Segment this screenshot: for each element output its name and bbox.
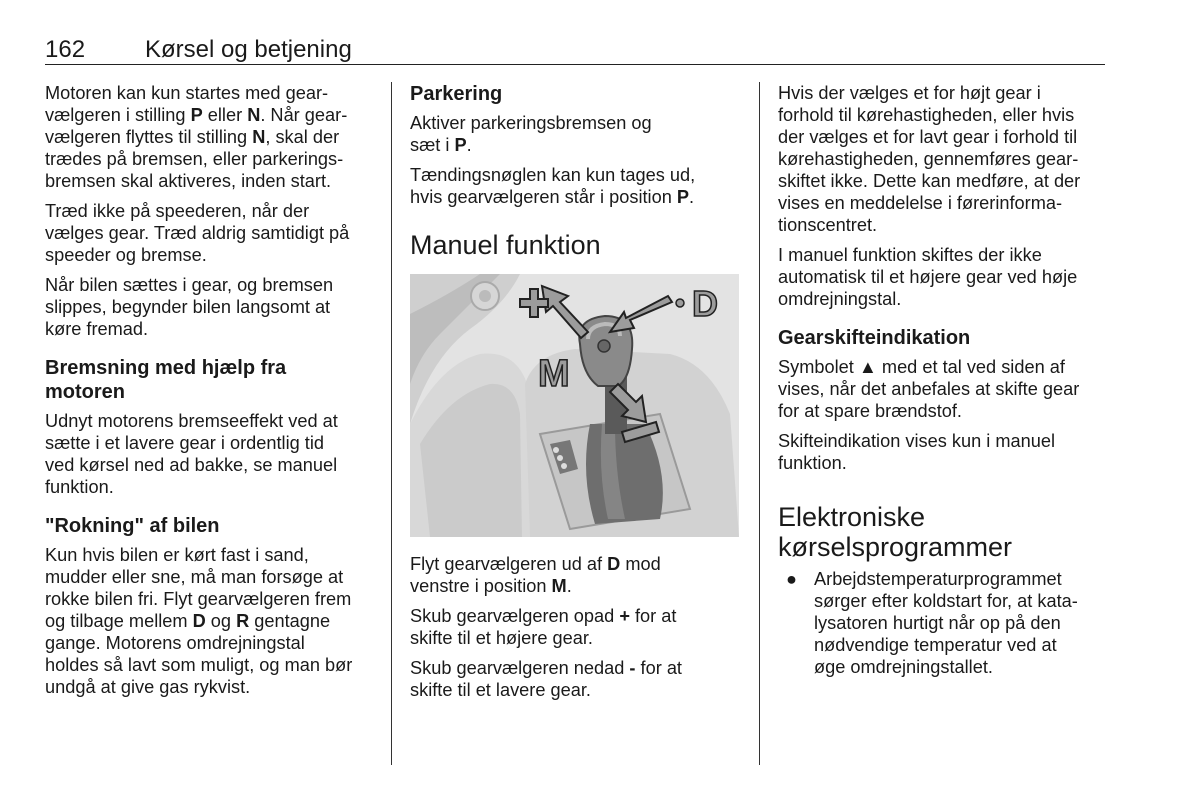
paragraph-shift-symbol: Symbolet ▲ med et tal ved siden af vises, når det anbefales at skifte gear for at spare brændstof. (778, 357, 1080, 421)
gear-selector-illustration (410, 274, 739, 537)
column-middle (410, 82, 745, 709)
paragraph-pedals: Træd ikke på speederen, når der vælges gear. Træd aldrig samtidigt på speeder og bremse. (45, 201, 350, 265)
paragraph-gear-rejected: Hvis der vælges et for højt gear i forhold til kørehastigheden, eller hvis der vælges et for lavt gear i forhold til kørehastigheden, gennemføres gear- skiftet ikke. Dette kan medføre, at der vises en meddelelse i førerinforma- tionscentret. (778, 83, 1081, 235)
mode-m-label: M (538, 353, 570, 395)
column-right (778, 82, 1113, 678)
heading-engine-braking: Bremsning med hjælp fra motoren (45, 357, 287, 403)
heading-manual-mode: Manuel funktion (410, 230, 601, 260)
paragraph-start-conditions: Motoren kan kun startes med gear- vælgeren i stilling P eller N. Når gear- vælgeren flyttes til stilling N, skal der trædes på bremsen, eller parkerings- bremsen skal aktiveres, inden start. (45, 83, 348, 191)
paragraph-rocking: Kun hvis bilen er kørt fast i sand, mudder eller sne, må man forsøge at rokke bilen fri. Flyt gearvælgeren frem og tilbage mellem D og R gentagne gange. Motorens omdrejningstal holdes så lavt som muligt, og man bør undgå at give gas rykvist. (45, 545, 353, 697)
bullet-icon: ● (786, 569, 797, 589)
heading-parking: Parkering (410, 83, 503, 105)
column-divider (391, 82, 392, 765)
heading-driving-programs: Elektroniske kørselsprogrammer (778, 502, 1013, 562)
paragraph-shift-up: Skub gearvælgeren opad + for at skifte til et højere gear. (410, 606, 677, 648)
page-number: 162 (45, 36, 86, 63)
list-item: ● Arbejdstemperaturprogrammet sørger efter koldstart for, at kata- lysatoren hurtigt når op på den nødvendige temperatur ved at øge omdrejningstallet. (786, 569, 1078, 677)
column-left (45, 82, 380, 706)
page-header (45, 34, 1105, 65)
heading-shift-indication: Gearskifteindikation (778, 327, 971, 349)
paragraph-engine-braking: Udnyt motorens bremseeffekt ved at sætte i et lavere gear i ordentlig tid ved kørsel ned ad bakke, se manuel funktion. (45, 411, 338, 497)
paragraph-parking-brake: Aktiver parkeringsbremsen og sæt i P. (410, 113, 652, 155)
paragraph-creep: Når bilen sættes i gear, og bremsen slippes, begynder bilen langsomt at køre fremad. (45, 275, 334, 339)
paragraph-shift-down: Skub gearvælgeren nedad - for at skifte til et lavere gear. (410, 658, 682, 700)
paragraph-indication-manual-only: Skifteindikation vises kun i manuel funktion. (778, 431, 1055, 473)
column-divider (759, 82, 760, 765)
paragraph-ignition-key: Tændingsnøglen kan kun tages ud, hvis gearvælgeren står i position P. (410, 165, 696, 207)
chapter-title: Kørsel og betjening (145, 36, 352, 63)
paragraph-move-to-m: Flyt gearvælgeren ud af D mod venstre i position M. (410, 554, 661, 596)
mode-d-label: D (692, 283, 718, 324)
paragraph-no-auto-upshift: I manuel funktion skiftes der ikke automatisk til et højere gear ved høje omdrejningstal. (778, 245, 1078, 309)
heading-rocking: "Rokning" af bilen (45, 515, 220, 537)
